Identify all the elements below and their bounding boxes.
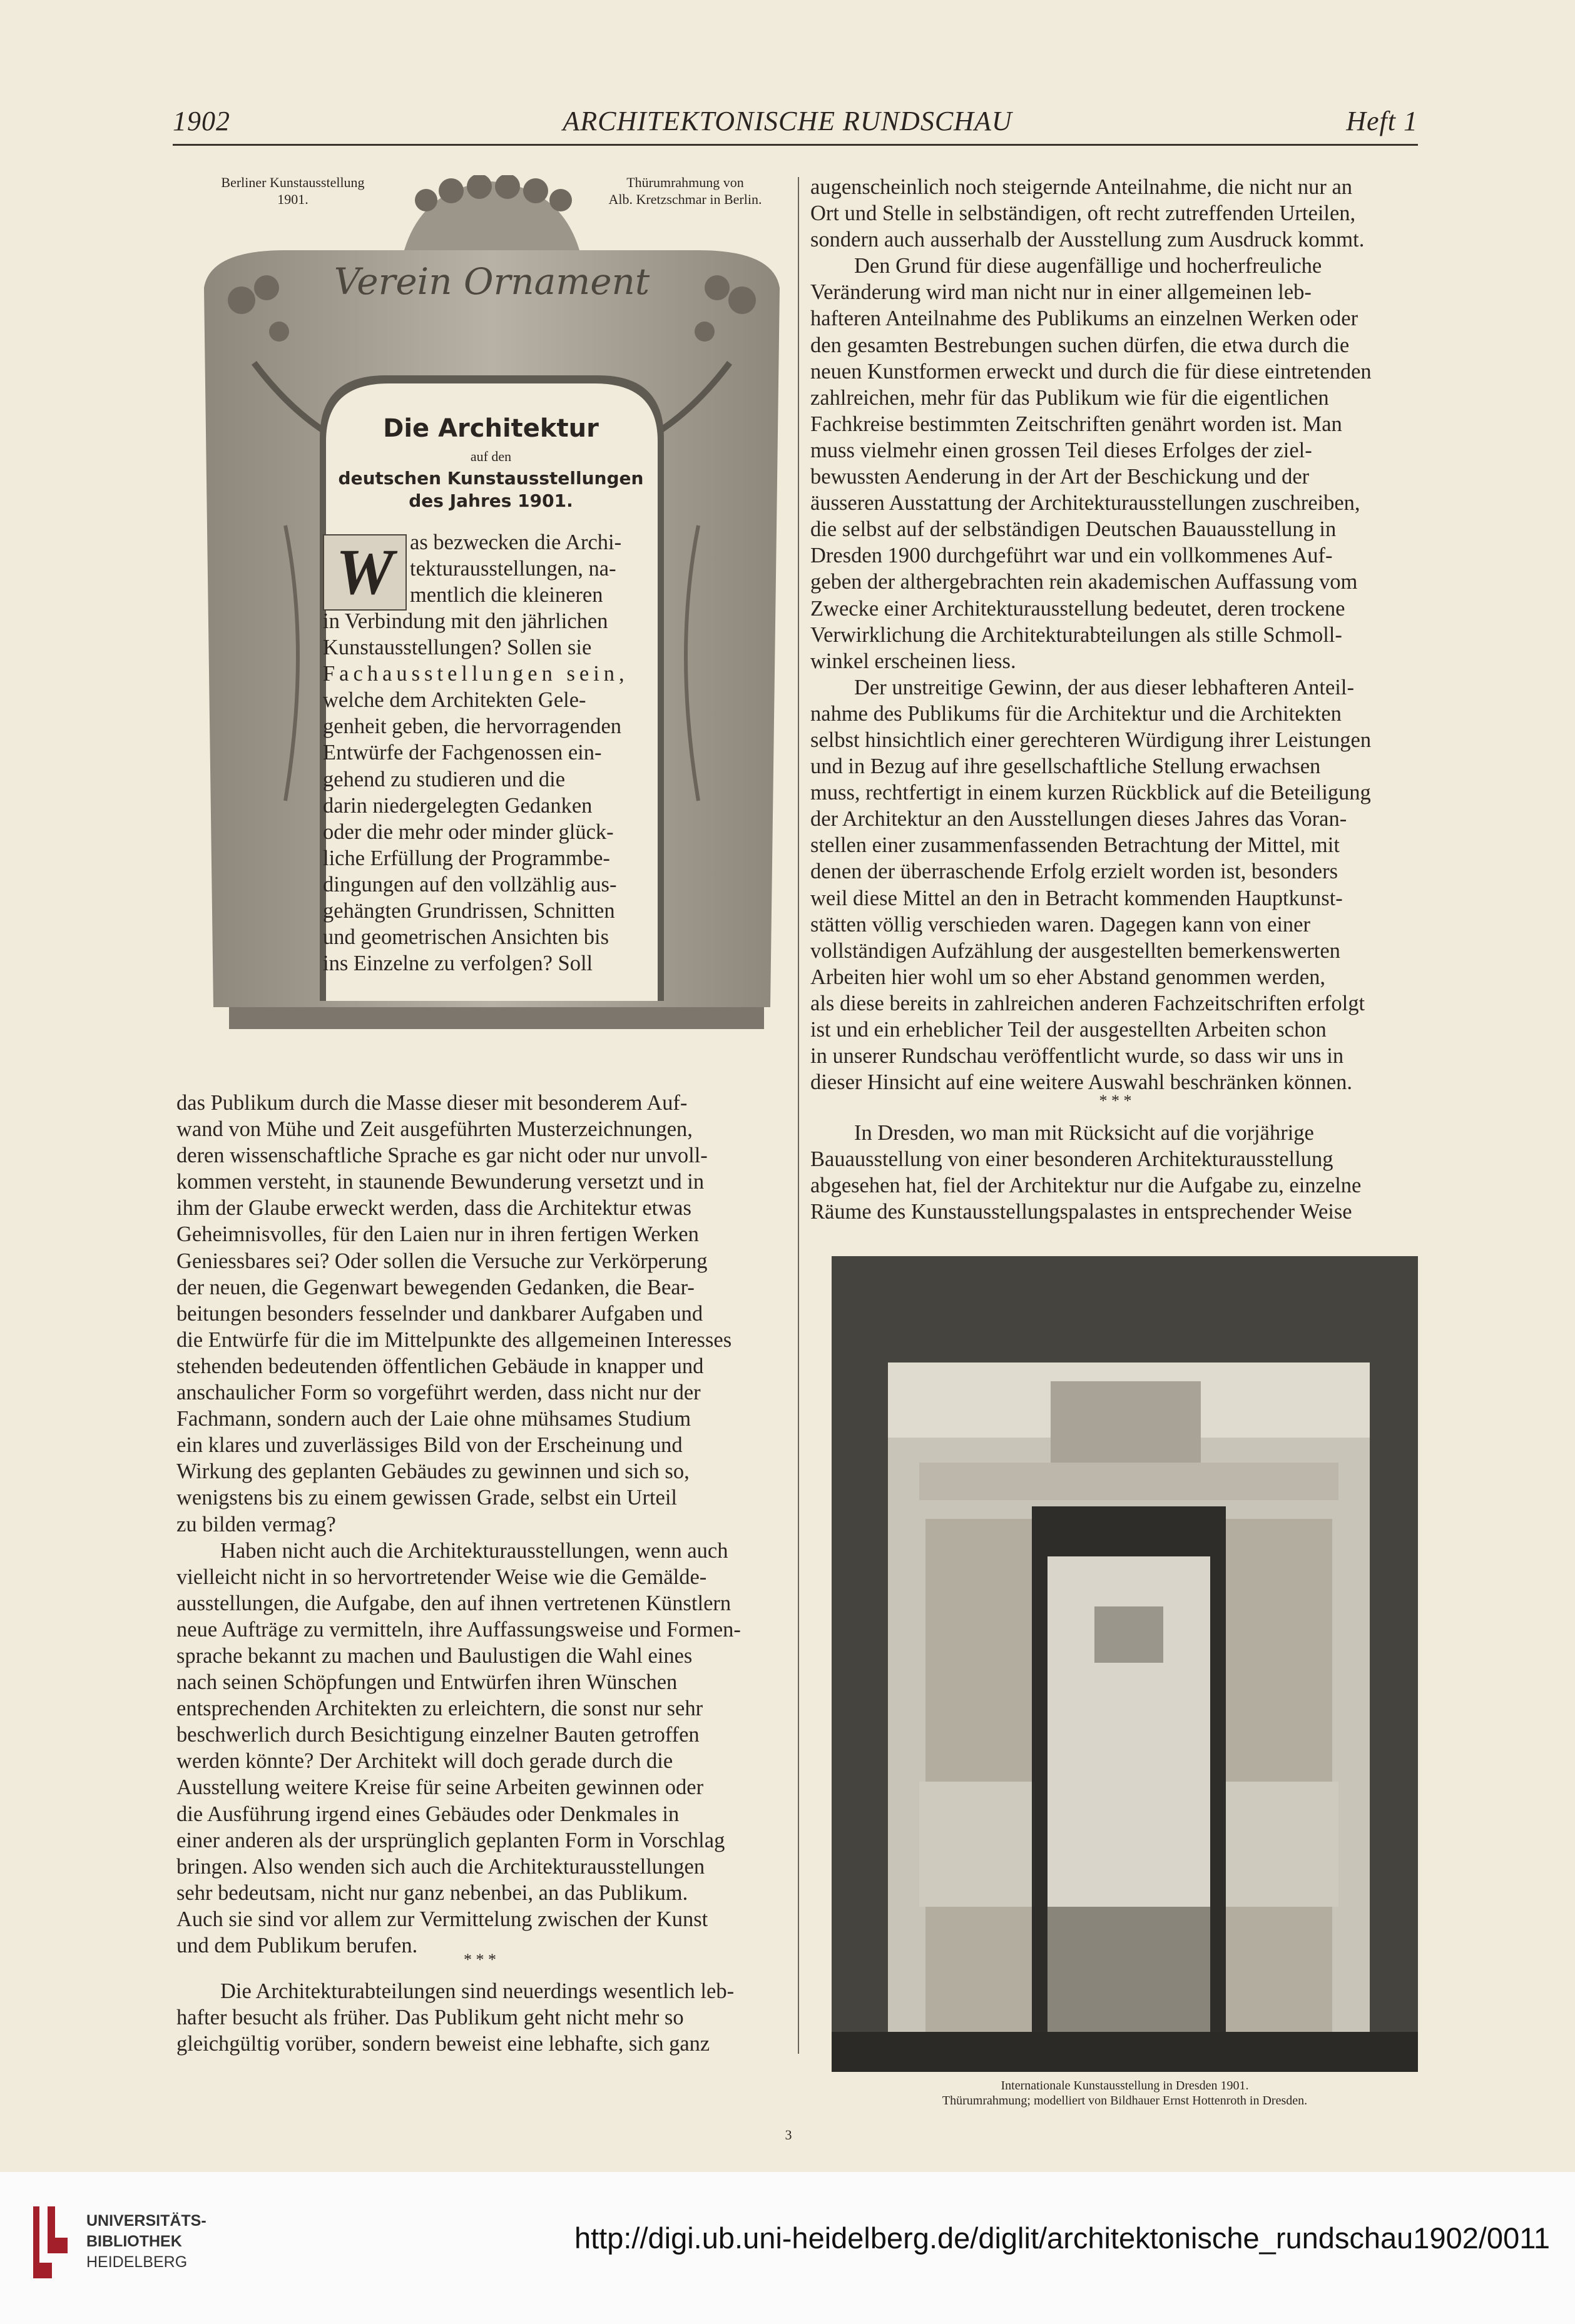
exhibition-photo [832, 1256, 1418, 2072]
article-subtitle-small: auf den [470, 449, 512, 464]
article-title: Die Architektur [383, 414, 599, 443]
library-footer [0, 2172, 1575, 2324]
header-title: ARCHITEKTONISCHE RUNDSCHAU [563, 106, 1012, 136]
header-issue: Heft 1 [1346, 106, 1418, 136]
svg-text:Verein Ornament: Verein Ornament [334, 260, 650, 303]
article-subtitle-line1: deutschen Kunstausstellungen [338, 468, 644, 489]
library-logo-icon [30, 2203, 74, 2285]
header-year: 1902 [173, 106, 230, 136]
article-box-lines-a: as bezwecken die Archi- tekturausstellungen, na- mentlich die kleineren [410, 530, 622, 607]
decorative-initial: W [323, 534, 407, 611]
article-subtitle-line2: des Jahres 1901. [409, 490, 573, 511]
source-url-link[interactable]: http://digi.ub.uni-heidelberg.de/diglit/architektonische_rundschau1902/0011 [574, 2221, 1550, 2255]
section-stars-right: * * * [1099, 1092, 1132, 1110]
right-column-text: augenscheinlich noch steigernde Anteilnahme, die nicht nur an Ort und Stelle in selbständigen, oft recht zutreffenden Urteilen, sondern auch ausserhalb der Ausstellung zum Ausdruck kommt. Den Grund für diese augenfällige und hocherfreuliche Veränderung wird man nicht nur in einer allgemeinen leb- hafteren Anteilnahme des Publikums an einzelnen Werken oder den gesamten Bestrebungen suchen dürfen, die etwa durch die neuen Kunstformen erweckt und durch die für diese eintretenden zahlreichen, mehr für das Publikum wie für die eigentlichen Fachkreise bestimmten Zeitschriften genährt worden ist. Man muss vielmehr einen grossen Teil dieses Erfolges der ziel- bewussten Aenderung in der Art der Beschickung und der äusseren Ausstattung der Architekturausstellungen zuschreiben, die selbst auf der selbständigen Deutschen Bauausstellung in Dresden 1900 durchgeführt war und ein vollkommenes Auf- geben der althergebrachten rein akademischen Auffassung vom Zwecke einer Architekturausstellung bedeutet, deren trockene Verwirklichung die Architekturabteilungen als stille Schmoll- winkel erscheinen liess. Der unstreitige Gewinn, der aus dieser lebhafteren Anteil- nahme des Publikums für die Architektur und die Architekten selbst hinsichtlich einer gerechteren Würdigung ihrer Leistungen und in Bezug auf ihre gesellschaftliche Stellung erwachsen muss, rechtfertigt in einem kurzen Rückblick auf die Beteiligung der Architektur an den Ausstellungen dieses Jahres das Voran- stellen einer zusammenfassenden Betrachtung der Mittel, mit denen der überraschende Erfolg erzielt worden ist, besonders weil diese Mittel an den in Betracht kommenden Hauptkunst- stätten völlig verschieden waren. Dagegen kann von einer vollständigen Aufzählung der ausgestellten bemerkenswerten Arbeiten hier wohl um so eher Abstand genommen werden, als diese bereits in zahlreichen anderen Fachzeitschriften erfolgt ist und ein erheblicher Teil der ausgestellten Arbeiten schon in unserer Rundschau veröffentlicht wurde, so dass wir uns in dieser Hinsicht auf eine weitere Auswahl beschränken können. [810, 175, 1372, 1095]
right-column-text-end: In Dresden, wo man mit Rücksicht auf die vorjährige Bauausstellung von einer besonderen Architekturausstellung abgesehen hat, fiel der Architektur nur die Aufgabe zu, einzelne Räume des Kunstausstellungspalastes in entsprechender Weise [810, 1121, 1362, 1224]
library-name: UNIVERSITÄTS- BIBLIOTHEK HEIDELBERG [86, 2212, 206, 2271]
left-column-text: das Publikum durch die Masse dieser mit besonderem Auf- wand von Mühe und Zeit ausgeführten Musterzeichnungen, deren wissenschaftliche Sprache es gar nicht oder nur unvoll- kommen versteht, in staunende Bewunderung versetzt und in ihm der Glaube erweckt werden, dass die Architektur etwas Geheimnisvolles, für den Laien nur in ihren fertigen Werken Geniessbares sei? Oder sollen die Versuche zur Verkörperung der neuen, die Gegenwart bewegenden Gedanken, die Bear- beitungen besonders fesselnder und dankbarer Aufgaben und die Entwürfe für die im Mittelpunkte des allgemeinen Interesses stehenden bedeutenden öffentlichen Gebäude in knapper und anschaulicher Form so vorgeführt werden, dass nicht nur der Fachmann, sondern auch der Laie ohne mühsames Studium ein klares und zuverlässiges Bild von der Erscheinung und Wirkung des geplanten Gebäudes zu gewinnen und sich so, wenigstens bis zu einem gewissen Grade, selbst ein Urteil zu bilden vermag? Haben nicht auch die Architekturausstellungen, wenn auch vielleicht nicht in so hervortretender Weise wie die Gemälde- ausstellungen, die Aufgabe, den auf ihnen vertretenen Künstlern neue Aufträge zu vermitteln, ihre Auffassungsweise und Formen- sprache bekannt zu machen und Baulustigen die Wahl eines nach seinen Schöpfungen und Entwürfen ihren Wünschen entsprechenden Architekten zu erleichtern, die sonst nur sehr beschwerlich durch Besichtigung einzelner Bauten getroffen werden könnte? Der Architekt will doch gerade durch die Ausstellung weitere Kreise für seine Arbeiten gewinnen oder die Ausführung irgend eines Gebäudes oder Denkmales in einer anderen als der ursprünglich geplanten Form in Vorschlag bringen. Also wenden sich auch die Architekturausstellungen sehr bedeutsam, nicht nur ganz nebenbei, an das Publikum. Auch sie sind vor allem zur Vermittelung zwischen der Kunst und dem Publikum berufen. [176, 1091, 741, 1957]
page-number: 3 [785, 2127, 792, 2143]
section-stars-left: * * * [464, 1951, 496, 1969]
article-box-lines-b: in Verbindung mit den jährlichen Kunstausstellungen? Sollen sie Fachausstellungen sein, welche dem Architekten Gele- genheit geben, die hervorragenden Entwürfe der Fachgenossen ein- gehend zu studieren und die darin niedergelegten Gedanken oder die mehr oder minder glück- liche Erfüllung der Programmbe- dingungen auf den vollzählig aus- gehängten Grundrissen, Schnitten und geometrischen Ansichten bis ins Einzelne zu verfolgen? Soll [323, 609, 629, 976]
column-divider [798, 177, 799, 2054]
header-rule [173, 144, 1418, 146]
photo-caption: Internationale Kunstausstellung in Dresden 1901. Thürumrahmung; modelliert von Bildhauer Ernst Hottenroth in Dresden. [942, 2079, 1308, 2108]
frame-caption-right: Thürumrahmung von Alb. Kretzschmar in Berlin. [608, 175, 762, 207]
left-column-text-end: Die Architekturabteilungen sind neuerdings wesentlich leb- hafter besucht als früher. Das Publikum geht nicht mehr so gleichgültig vorüber, sondern beweist eine lebhafte, sich ganz [176, 1979, 735, 2056]
frame-caption-left: Berliner Kunstausstellung 1901. [221, 175, 365, 207]
